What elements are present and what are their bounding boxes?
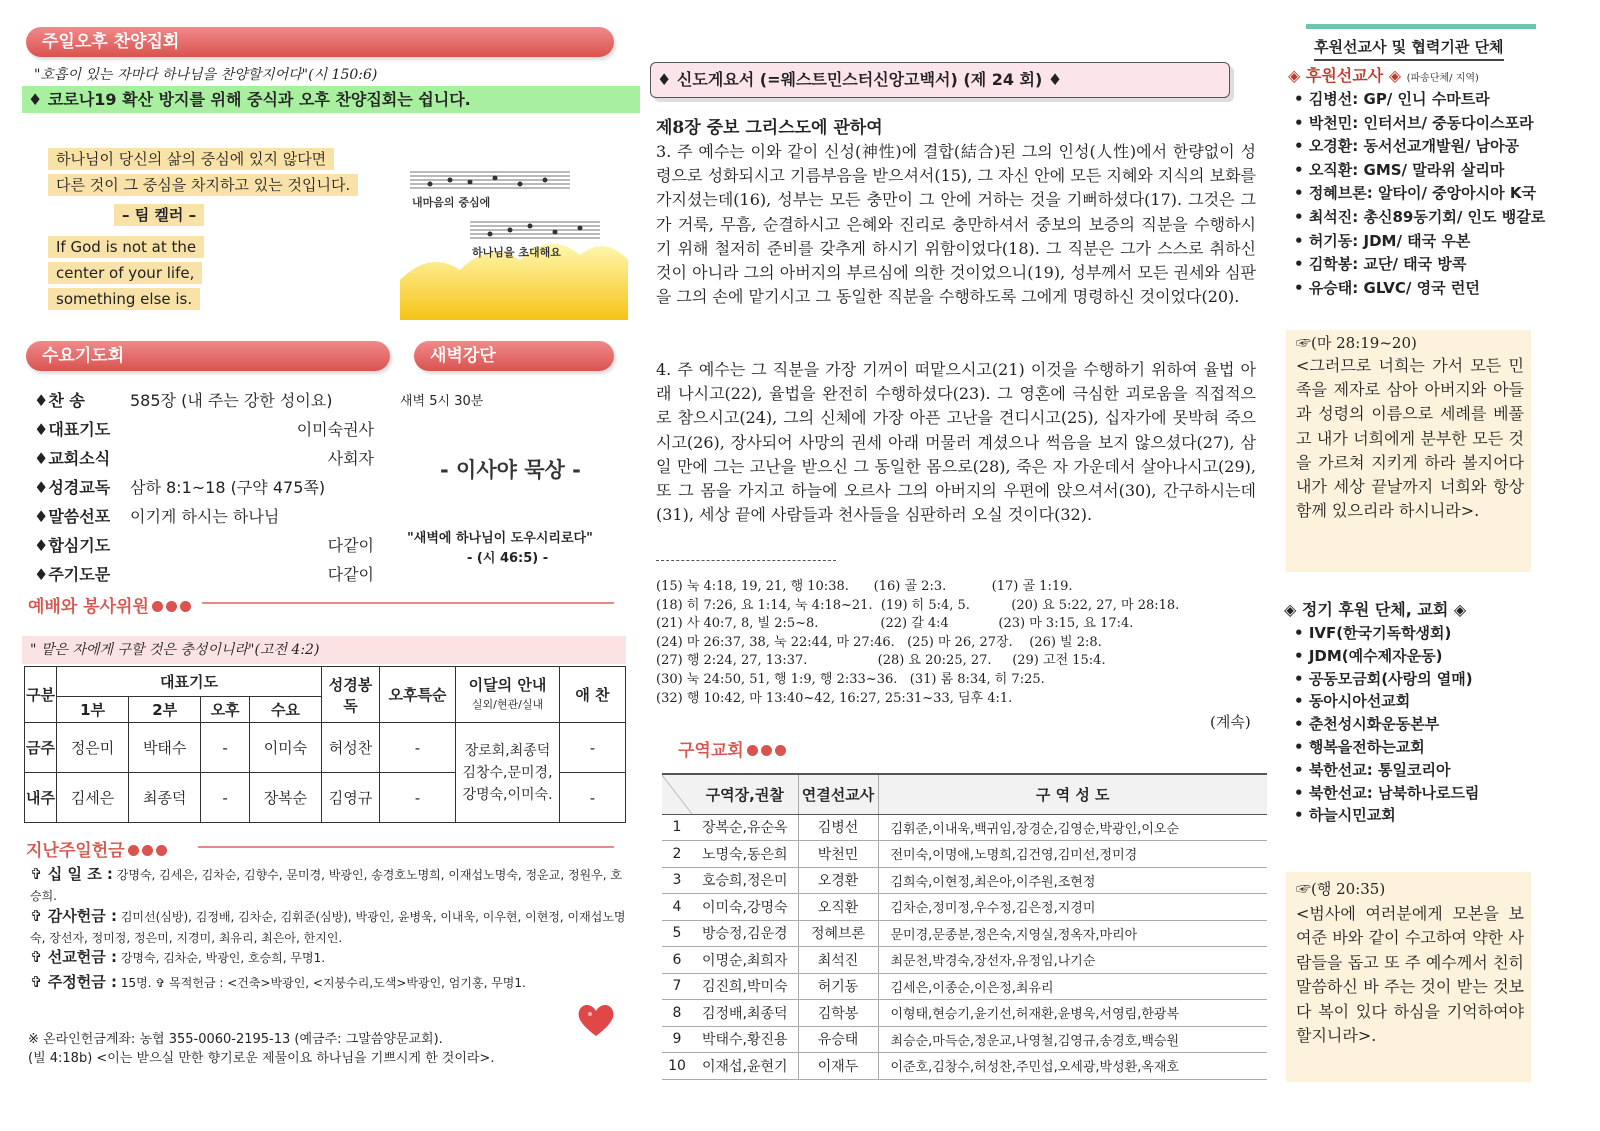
table-row <box>662 1026 1267 1053</box>
table-row <box>662 867 1267 894</box>
missionary-title-text: ◈ 후원선교사 ◈ <box>1288 66 1402 85</box>
org-list <box>1294 622 1574 827</box>
cell-special: - <box>380 723 456 773</box>
quote-box <box>48 148 358 226</box>
offering-label: ✞ 선교헌금 : <box>30 948 117 966</box>
cell-number: 7 <box>662 973 692 1000</box>
district-rows <box>662 814 1267 1079</box>
cell-members: 최승순,마득순,정운교,나영철,김영규,송경호,백승원 <box>878 1026 1267 1053</box>
servants-table <box>24 666 626 823</box>
th-pm-special: 오후특순 <box>380 667 456 723</box>
list-item: • 북한선교: 통일코리아 <box>1294 759 1574 782</box>
wed-program-row <box>34 477 374 499</box>
dots-decoration <box>744 741 786 761</box>
offering-title <box>26 836 167 861</box>
th-missionary: 연결선교사 <box>798 774 878 814</box>
cell-leader: 박태수,황진용 <box>692 1026 798 1053</box>
music-staff-image <box>400 160 628 320</box>
cell-number: 6 <box>662 947 692 974</box>
row-label: 내주 <box>25 773 57 823</box>
offering-tithe <box>30 864 630 907</box>
account-verse: (빌 4:18b) <이는 받으실 만한 향기로운 제물이요 하나님을 기쁘시게 한 것이라>. <box>28 1051 495 1066</box>
row-value: 이기게 하시는 하나님 <box>130 507 280 526</box>
cell-missionary: 김학봉 <box>798 1000 878 1027</box>
th-p1: 1부 <box>57 697 129 723</box>
cell-members: 최문천,박경숙,장선자,유정임,나기순 <box>878 947 1267 974</box>
left-column <box>22 0 642 1131</box>
account-info: ※ 온라인헌금계좌: 농협 355-0060-2195-13 (예금주: 그말씀양문교회). <box>28 1032 443 1047</box>
cell-leader: 이명순,최희자 <box>692 947 798 974</box>
list-item: • 정혜브론: 알타이/ 중앙아시아 K국 <box>1294 182 1574 206</box>
cell-wed: 이미숙 <box>249 723 321 773</box>
th-leader: 구역장,권찰 <box>692 774 798 814</box>
music-caption: 내마음의 중심에 <box>412 196 491 209</box>
quote-en-box <box>48 236 204 310</box>
district-table <box>662 773 1267 1080</box>
sunday-verse: "호흡이 있는 자마다 하나님을 찬양할지어다"(시 150:6) <box>34 67 378 83</box>
cell-leader: 이미숙,강명숙 <box>692 894 798 921</box>
cell-missionary: 정혜브론 <box>798 920 878 947</box>
th-bible: 성경봉독 <box>322 667 380 723</box>
offering-text: 김미선(심방), 김정배, 김차순, 김휘준(심방), 박광인, 윤병욱, 이내욱, 이우현, 이현정, 이재섭노명숙, 장선자, 정미정, 정은미, 지경미, 최유리, 최은아, 한지인. <box>30 910 626 945</box>
row-label: ♦말씀선포 <box>34 507 111 526</box>
quote-en-line: something else is. <box>48 288 200 310</box>
offering-thanks <box>30 906 630 949</box>
offering-text: 15명. ✞ 목적헌금 : <건축>박광인, <지붕수리,도색>박광인, 엄기홍, 무명1. <box>120 976 526 990</box>
dawn-ref: - (시 46:5) - <box>467 551 549 566</box>
list-item: • 하늘시민교회 <box>1294 804 1574 827</box>
wed-program-row <box>34 448 374 470</box>
th-prayer: 대표기도 <box>57 667 322 697</box>
cell-p1: 김세은 <box>57 773 129 823</box>
cell-members: 김휘준,이내욱,백귀임,장경순,김영순,박광인,이오순 <box>878 814 1267 841</box>
wed-banner: 수요기도회 <box>26 341 390 371</box>
cell-missionary: 이재두 <box>798 1053 878 1080</box>
cell-number: 8 <box>662 1000 692 1027</box>
th-corner <box>662 774 692 814</box>
servants-title-text: 예배와 봉사위원 <box>28 597 149 617</box>
th-pm: 오후 <box>201 697 250 723</box>
wed-program-row <box>34 506 374 528</box>
paragraph-4: 4. 주 예수는 그 직분을 가장 기꺼이 떠맡으시고(21) 이것을 수행하기 위하여 율법 아래 나시고(22), 율법을 완전히 수행하셨다(23). 그 영혼에 극심한 괴로움을 직접적으로 참으시고(24), 그의 신체에 가장 아픈 고난을 견디시고(25), 십자가에 못박혀 죽으시고(26), 장사되어 사망의 권세 아래 머물러 계셨으나 썩음을 보지 않으셨다(27), 삼일 만에 그는 고난을 받으신 그 동일한 몸으로(28), 죽은 자 가운데서 살아나시고(29), 또 그 몸을 가지고 하늘에 오르사 그의 아버지의 우편에 앉으셔서(30), 간구하시는데(31), 세상 끝에 사람들과 천사들을 심판하러 오실 것이다(32). <box>656 360 1256 525</box>
verse-ref: ☞(행 20:35) <box>1296 880 1386 898</box>
row-right: 이미숙권사 <box>296 420 374 439</box>
table-row <box>662 920 1267 947</box>
cell-leader: 김정배,최종덕 <box>692 1000 798 1027</box>
table-row <box>662 894 1267 921</box>
header-accent <box>1306 24 1536 29</box>
cell-members: 전미숙,이명애,노명희,김건영,김미선,정미경 <box>878 841 1267 868</box>
offering-label: ✞ 주정헌금 : <box>30 973 117 991</box>
chapter-title: 제8장 중보 그리스도에 관하여 <box>656 118 883 138</box>
cell-leader: 호승희,정은미 <box>692 867 798 894</box>
cell-number: 3 <box>662 867 692 894</box>
row-value: 585장 (내 주는 강한 성이요) <box>130 391 333 410</box>
right-column <box>1284 0 1585 1131</box>
paragraph-3: 3. 주 예수는 이와 같이 신성(神性)에 결합(結合)된 그의 인성(人性)에서 한량없이 성령으로 성화되시고 기름부음을 받으셔서(15), 그 자신 안에 모든 지혜와 지식의 보화를 가지셨는데(16), 성부는 모든 충만이 그 안에 거하는 것을 기뻐하셨다(17). 그것은 그가 거룩, 무흠, 순결하시고 은혜와 진리로 충만하셔서 중보의 보증의 직분을 수행하시기 위해 철저히 준비를 갖추게 하시기 위함이었다(18). 그 직분은 그가 스스로 취하신 것이 아니라 그의 아버지의 부르심에 의한 것이었으니(19), 성부께서 모든 권세와 심판을 그의 손에 맡기시고 그 동일한 직분을 수행하도록 그에게 명령하신 것이었다(20). <box>656 142 1256 307</box>
cell-pm: - <box>201 723 250 773</box>
th-gubun: 구분 <box>25 667 57 723</box>
cell-leader: 김진희,박미숙 <box>692 973 798 1000</box>
th-wed: 수요 <box>249 697 321 723</box>
table-row <box>662 947 1267 974</box>
row-label: ♦성경교독 <box>34 478 111 497</box>
offering-mission <box>30 947 630 969</box>
dawn-pastor: - 이사야 묵상 - <box>440 458 581 482</box>
list-item: • 최석진: 총신89동기회/ 인도 뱅갈로 <box>1294 206 1574 230</box>
music-illustration <box>400 160 628 320</box>
district-title <box>678 736 786 761</box>
row-label: ♦대표기도 <box>34 420 111 439</box>
footnote-line: (32) 행 10:42, 마 13:40~42, 16:27, 25:31~33, 딤후 4:1. <box>656 690 1013 706</box>
th-guide-sub: 실외/현관/실내 <box>471 697 544 711</box>
row-value: 삼하 8:1~18 (구약 475쪽) <box>130 478 326 497</box>
table-row <box>662 814 1267 841</box>
sunday-banner: 주일오후 찬양집회 <box>26 27 614 57</box>
quote-en-line: center of your life, <box>48 262 202 284</box>
list-item: • IVF(한국기독학생회) <box>1294 622 1574 645</box>
list-item: • 김학봉: 교단/ 태국 방콕 <box>1294 253 1574 277</box>
dawn-verse: "새벽에 하나님이 도우시리로다" <box>407 531 593 546</box>
list-item: • 오직환: GMS/ 말라위 살리마 <box>1294 159 1574 183</box>
dawn-time: 새벽 5시 30분 <box>400 394 484 409</box>
cell-p2: 박태수 <box>129 723 201 773</box>
offering-title-text: 지난주일헌금 <box>26 841 125 861</box>
offering-text: 강명숙, 김세은, 김차순, 김향수, 문미경, 박광인, 송경호노명희, 이재섭노명숙, 정운교, 정원우, 호승희. <box>30 868 622 903</box>
cell-missionary: 오직환 <box>798 894 878 921</box>
list-item: • 춘천성시화운동본부 <box>1294 713 1574 736</box>
cell-choir: - <box>560 773 626 823</box>
cell-choir: - <box>560 723 626 773</box>
quote-line: 다른 것이 그 중심을 차지하고 있는 것입니다. <box>48 174 358 196</box>
verse-box-2 <box>1286 872 1531 1082</box>
cell-bible: 김영규 <box>322 773 380 823</box>
table-row <box>25 723 626 773</box>
servants-verse: " 맡은 자에게 구할 것은 충성이니라"(고전 4:2) <box>22 636 626 664</box>
list-item: • 북한선교: 남북하나로드림 <box>1294 782 1574 805</box>
footnote-line: (21) 사 40:7, 8, 빌 2:5~8. (22) 갈 4:4 (23) 마 3:15, 요 17:4. <box>656 616 1134 632</box>
cell-number: 5 <box>662 920 692 947</box>
cell-missionary: 허기동 <box>798 973 878 1000</box>
servants-title <box>28 592 191 617</box>
missionary-title <box>1288 63 1479 86</box>
th-guide <box>456 667 560 723</box>
footnote-divider <box>656 560 836 561</box>
cell-members: 김차순,정미정,우수정,김은정,지경미 <box>878 894 1267 921</box>
offering-weekly <box>30 972 630 994</box>
right-header: 후원선교사 및 협력기관 단체 <box>1314 36 1504 61</box>
cell-wed: 장복순 <box>249 773 321 823</box>
cell-members: 이준호,김창수,허성찬,주민섭,오세광,박성환,옥재호 <box>878 1053 1267 1080</box>
cell-p2: 최종덕 <box>129 773 201 823</box>
confession-title: ♦ 신도게요서 (=웨스트민스터신앙고백서) (제 24 회) ♦ <box>650 62 1230 98</box>
cell-missionary: 유승태 <box>798 1026 878 1053</box>
table-row <box>662 1000 1267 1027</box>
cell-number: 10 <box>662 1053 692 1080</box>
dots-decoration <box>125 841 167 861</box>
verse-text: <그러므로 너희는 가서 모든 민족을 제자로 삼아 아버지와 아들과 성령의 이름으로 세례를 베풀고 내가 너희에게 분부한 모든 것을 가르쳐 지키게 하라 볼지어다 내가 세상 끝날까지 너희와 항상 함께 있으리라 하시니라>. <box>1296 356 1524 521</box>
table-row <box>662 841 1267 868</box>
dawn-banner: 새벽강단 <box>414 341 614 371</box>
org-title: ◈ 정기 후원 단체, 교회 ◈ <box>1284 600 1467 619</box>
quote-author: – 팀 켈러 – <box>114 204 204 226</box>
cell-missionary: 오경환 <box>798 867 878 894</box>
wed-program-row <box>34 564 374 586</box>
footnote-line: (27) 행 2:24, 27, 13:37. (28) 요 20:25, 27. (29) 고전 15:4. <box>656 653 1106 669</box>
offering-label: ✞ 감사헌금 : <box>30 907 117 925</box>
wed-program-row <box>34 419 374 441</box>
cell-leader: 장복순,유순옥 <box>692 814 798 841</box>
cell-missionary: 박천민 <box>798 841 878 868</box>
list-item: • JDM(예수제자운동) <box>1294 645 1574 668</box>
row-right: 사회자 <box>327 449 374 468</box>
list-item: • 김병선: GP/ 인니 수마트라 <box>1294 88 1574 112</box>
offering-text: 강명숙, 김차순, 박광인, 호승희, 무명1. <box>120 951 326 965</box>
list-item: • 유승태: GLVC/ 영국 런던 <box>1294 277 1574 301</box>
cell-members: 문미경,문종분,정은숙,지영실,정옥자,마리아 <box>878 920 1267 947</box>
cell-number: 2 <box>662 841 692 868</box>
wed-program-row <box>34 390 374 412</box>
notice-bar: ♦ 코로나19 확산 방지를 위해 중식과 오후 찬양집회는 쉽니다. <box>22 86 640 113</box>
row-label: 금주 <box>25 723 57 773</box>
missionary-list <box>1294 88 1574 300</box>
table-row <box>662 1053 1267 1080</box>
cell-leader: 이재섭,윤현기 <box>692 1053 798 1080</box>
section-divider <box>198 846 614 848</box>
row-label: ♦찬 송 <box>34 391 85 410</box>
row-right: 다같이 <box>327 536 374 555</box>
footnote-line: (30) 눅 24:50, 51, 행 1:9, 행 2:33~36. (31) 롬 8:34, 히 7:25. <box>656 671 1045 687</box>
verse-box-1 <box>1286 330 1531 572</box>
section-divider <box>202 602 614 604</box>
cell-leader: 방승정,김운경 <box>692 920 798 947</box>
list-item: • 동아시아선교회 <box>1294 690 1574 713</box>
th-p2: 2부 <box>129 697 201 723</box>
middle-column <box>656 0 1285 1131</box>
list-item: • 공동모금회(사랑의 열매) <box>1294 668 1574 691</box>
list-item: • 박천민: 인터서브/ 중동다이스포라 <box>1294 112 1574 136</box>
cell-members: 김세은,이종순,이은정,최유리 <box>878 973 1267 1000</box>
cell-members: 이형태,현승기,윤기선,허재환,윤병욱,서영림,한광복 <box>878 1000 1267 1027</box>
list-item: • 오경환: 동서선교개발원/ 남아공 <box>1294 135 1574 159</box>
footnote-line: (15) 눅 4:18, 19, 21, 행 10:38. (16) 골 2:3. (17) 골 1:19. <box>656 579 1073 594</box>
th-guide-title: 이달의 안내 <box>468 675 547 694</box>
row-label: ♦교회소식 <box>34 449 111 468</box>
cell-special: - <box>380 773 456 823</box>
quote-en-line: If God is not at the <box>48 236 204 258</box>
wed-program-row <box>34 535 374 557</box>
row-right: 다같이 <box>327 565 374 584</box>
cell-number: 4 <box>662 894 692 921</box>
verse-text: <범사에 여러분에게 모본을 보여준 바와 같이 수고하여 약한 사람들을 돕고 또 주 예수께서 친히 말씀하신 바 주는 것이 받는 것보다 복이 있다 하심을 기억하여야 할지니라>. <box>1296 904 1524 1046</box>
footnotes <box>656 578 1179 708</box>
heart-icon <box>574 1000 618 1040</box>
cell-members: 김희숙,이현정,최은아,이주원,조현정 <box>878 867 1267 894</box>
cell-leader: 노명숙,동은희 <box>692 841 798 868</box>
footnote-line: (18) 히 7:26, 요 1:14, 눅 4:18~21. (19) 히 5:4, 5. (20) 요 5:22, 27, 마 28:18. <box>656 597 1180 613</box>
row-label: ♦합심기도 <box>34 536 111 555</box>
missionary-sub: (파송단체/ 지역) <box>1406 73 1479 84</box>
cell-pm: - <box>201 773 250 823</box>
footnote-line: (24) 마 26:37, 38, 눅 22:44, 마 27:46. (25) 마 26, 27장. (26) 빌 2:8. <box>656 634 1102 650</box>
list-item: • 허기동: JDM/ 태국 우본 <box>1294 230 1574 254</box>
th-choir: 애 찬 <box>560 667 626 723</box>
table-row <box>662 973 1267 1000</box>
cell-guide: 장로회,최종덕 김창수,문미경, 강명숙,이미숙. <box>456 723 560 823</box>
continued-label: (계속) <box>1210 713 1251 731</box>
cell-number: 1 <box>662 814 692 841</box>
list-item: • 행복을전하는교회 <box>1294 736 1574 759</box>
music-caption: 하나님을 초대해요 <box>472 246 561 259</box>
cell-number: 9 <box>662 1026 692 1053</box>
cell-missionary: 김병선 <box>798 814 878 841</box>
verse-ref: ☞(마 28:19~20) <box>1296 334 1417 352</box>
cell-bible: 허성찬 <box>322 723 380 773</box>
district-title-text: 구역교회 <box>678 741 744 761</box>
row-label: ♦주기도문 <box>34 565 111 584</box>
quote-line: 하나님이 당신의 삶의 중심에 있지 않다면 <box>48 148 334 170</box>
offering-label: ✞ 십 일 조 : <box>30 865 113 883</box>
th-members: 구 역 성 도 <box>878 774 1267 814</box>
dots-decoration <box>149 597 191 617</box>
cell-missionary: 최석진 <box>798 947 878 974</box>
cell-p1: 정은미 <box>57 723 129 773</box>
